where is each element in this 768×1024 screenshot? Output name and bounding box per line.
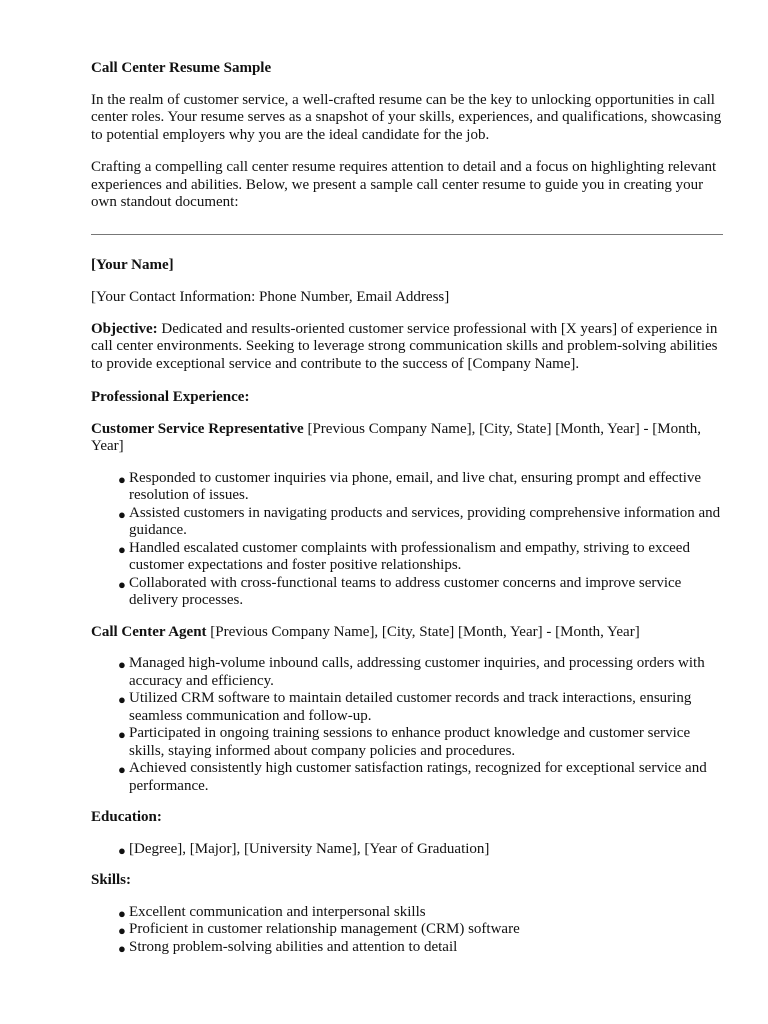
list-item — [118, 840, 723, 859]
list-item — [118, 760, 723, 795]
document-title: Call Center Resume Sample — [91, 60, 272, 76]
bullet-icon: ● — [118, 762, 126, 777]
bullet-icon: ● — [118, 923, 126, 938]
list-item-text: Excellent communication and interpersonal skills — [129, 903, 426, 920]
list-item — [118, 539, 723, 575]
list-item — [118, 469, 723, 505]
list-item-text: Managed high-volume inbound calls, addressing customer inquiries, and processing orders with accuracy and efficiency. — [129, 655, 705, 689]
education-heading: Education: — [91, 809, 162, 825]
bullet-icon: ● — [118, 905, 126, 921]
list-item — [118, 574, 723, 610]
list-item — [118, 504, 723, 540]
list-item — [118, 903, 723, 922]
job-1-bullet-list — [91, 470, 723, 610]
list-item-text: Assisted customers in navigating products and services, providing comprehensive information and guidance. — [129, 504, 721, 538]
bullet-icon: ● — [118, 940, 126, 956]
bullet-icon: ● — [118, 576, 126, 592]
job-title: Call Center Agent — [91, 623, 207, 640]
list-item-text: Achieved consistently high customer satisfaction ratings, recognized for exceptional service and performance. — [129, 760, 707, 794]
bullet-icon: ● — [118, 506, 126, 522]
bullet-icon: ● — [118, 541, 126, 557]
intro-paragraph-1: In the realm of customer service, a well-crafted resume can be the key to unlocking opportunities in call center roles. Your resume serves as a snapshot of your skills, experiences, and qualifications, showcasing to potential employers why you are the ideal candidate for the job. — [91, 91, 722, 143]
list-item — [118, 938, 723, 957]
list-item — [118, 921, 723, 939]
bullet-icon: ● — [118, 727, 126, 742]
list-item-text: Utilized CRM software to maintain detailed customer records and track interactions, ensuring seamless communication and follow-up. — [129, 690, 692, 724]
job-2-bullet-list — [91, 655, 723, 795]
experience-heading: Professional Experience: — [91, 389, 250, 405]
bullet-icon: ● — [118, 842, 126, 858]
job-entry-1 — [91, 421, 723, 456]
list-item-text: Handled escalated customer complaints with professionalism and empathy, striving to exceed customer expectations and foster positive relationships. — [129, 539, 690, 573]
list-item — [118, 655, 723, 690]
job-details: [Previous Company Name], [City, State] [Month, Year] - [Month, Year] — [91, 420, 702, 454]
job-entry-2 — [91, 624, 723, 642]
skills-list — [91, 904, 723, 957]
education-list — [91, 841, 723, 859]
list-item-text: Collaborated with cross-functional teams to address customer concerns and improve service delivery processes. — [129, 574, 682, 608]
skills-heading: Skills: — [91, 872, 132, 888]
list-item-text: Responded to customer inquiries via phone, email, and live chat, ensuring prompt and effective resolution of issues. — [129, 469, 702, 503]
list-item-text: Participated in ongoing training sessions to enhance product knowledge and customer service skills, staying informed about company policies and procedures. — [129, 725, 691, 759]
job-title: Customer Service Representative — [91, 420, 304, 437]
resume-name: [Your Name] — [91, 256, 174, 273]
list-item-text: Strong problem-solving abilities and attention to detail — [129, 938, 458, 955]
bullet-icon: ● — [118, 692, 126, 707]
list-item — [118, 690, 723, 725]
bullet-icon: ● — [118, 471, 126, 487]
list-item-text: [Degree], [Major], [University Name], [Year of Graduation] — [129, 840, 490, 857]
objective-text: Dedicated and results-oriented customer service professional with [X years] of experience in call center environments. Seeking to leverage strong communication skills and problem-solving abilities to provide exceptional service and contribute to the success of [Company Name]. — [91, 320, 718, 372]
bullet-icon: ● — [118, 657, 126, 672]
horizontal-divider — [91, 234, 723, 235]
list-item-text: Proficient in customer relationship management (CRM) software — [129, 921, 520, 937]
list-item — [118, 725, 723, 760]
job-details: [Previous Company Name], [City, State] [Month, Year] - [Month, Year] — [206, 623, 640, 640]
resume-contact: [Your Contact Information: Phone Number, Email Address] — [91, 289, 450, 305]
document-content — [91, 60, 723, 956]
intro-paragraph-2: Crafting a compelling call center resume requires attention to detail and a focus on highlighting relevant experiences and abilities. Below, we present a sample call center resume to guide you in creating your own standout document: — [91, 159, 717, 210]
objective-label: Objective: — [91, 320, 158, 337]
resume-objective — [91, 321, 723, 374]
